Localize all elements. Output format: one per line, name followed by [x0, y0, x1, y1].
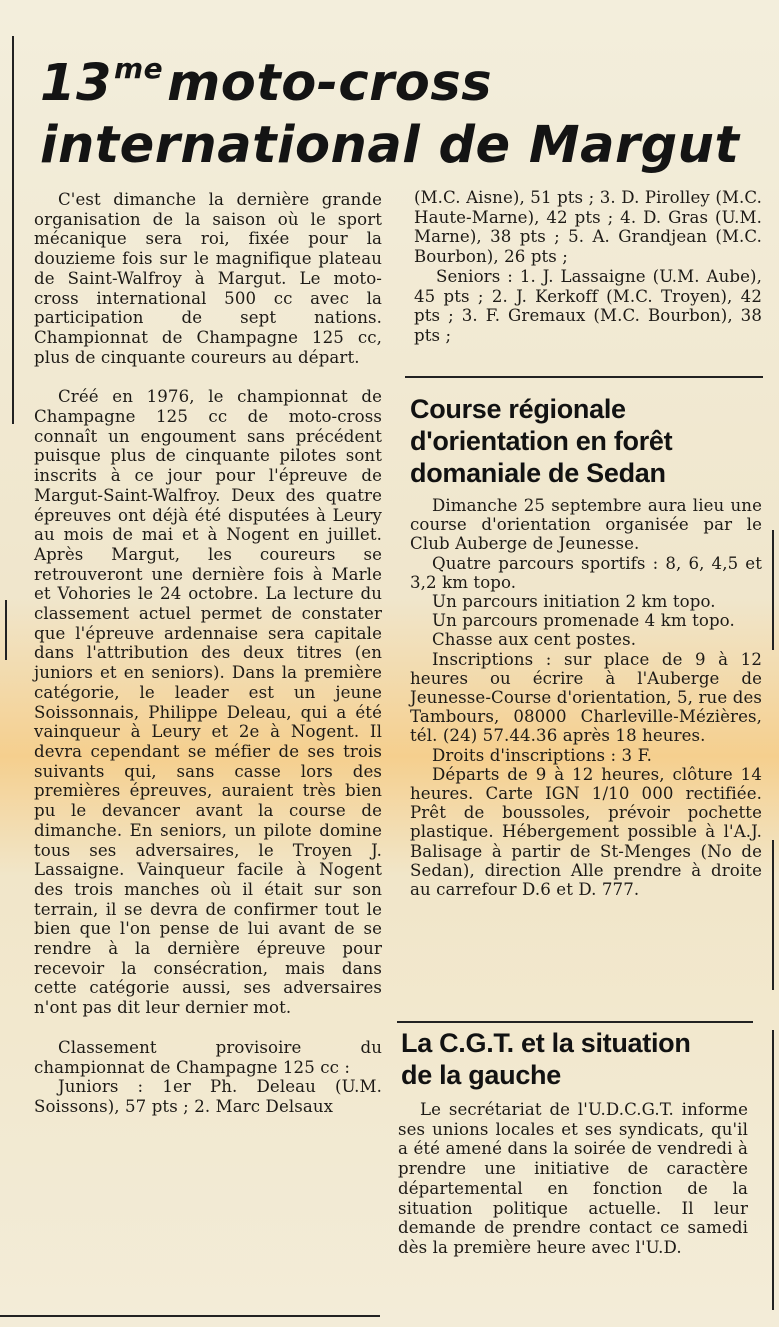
cgt-paragraph: Le secrétariat de l'U.D.C.G.T. informe ses unions locales et ses syndicats, qu'il a été amené dans la soirée de vendredi à prendre une initiative de caractère départemental en fonction de la situation politique actuelle. Il leur demande de prendre contact ce samedi dès la première heure avec l'U.D. [398, 1100, 748, 1257]
right-column-continued [414, 188, 762, 346]
seniors-ranking: Seniors : 1. J. Lassaigne (U.M. Aube), 45 pts ; 2. J. Kerkoff (M.C. Troyen), 42 pts ; 3. F. Gremaux (M.C. Bourbon), 38 pts ; [414, 266, 762, 345]
orientation-title-line1: Course régionale [410, 394, 626, 424]
orientation-article [410, 496, 762, 899]
left-margin-rule [12, 36, 14, 424]
right-margin-rule-bottom [772, 1030, 774, 1310]
cgt-title-line1: La C.G.T. et la situation [401, 1028, 691, 1058]
left-column [34, 190, 382, 1117]
orientation-p1: Dimanche 25 septembre aura lieu une course d'orientation organisée par le Club Auberge de Jeunesse. [410, 496, 762, 554]
headline-number: 13 [40, 54, 112, 113]
cgt-title-line2: de la gauche [401, 1060, 561, 1090]
section-rule-2 [397, 1021, 753, 1023]
right-margin-rule-lower [772, 840, 774, 990]
headline-suffix: me [113, 52, 164, 85]
left-margin-rule-lower [5, 600, 7, 660]
orientation-p3: Un parcours initiation 2 km topo. [432, 592, 716, 612]
orientation-p6: Inscriptions : sur place de 9 à 12 heures ou écrire à l'Auberge de Jeunesse-Course d'orientation, 5, rue des Tambours, 08000 Charleville-Mézières, tél. (24) 57.44.36 après 18 heures. [410, 649, 762, 746]
orientation-p5: Chasse aux cent postes. [432, 630, 637, 650]
orientation-title-line3: domaniale de Sedan [410, 458, 666, 488]
bottom-rule [0, 1315, 380, 1317]
cgt-article [398, 1100, 748, 1258]
section-rule-1 [405, 376, 763, 378]
orientation-title-line2: d'orientation en forêt [410, 426, 673, 456]
cgt-title [401, 1027, 771, 1091]
orientation-p2: Quatre parcours sportifs : 8, 6, 4,5 et 3,2 km topo. [410, 553, 762, 592]
championship-paragraph: Créé en 1976, le championnat de Champagne 125 cc de moto-cross connaît un engoument sans précédent puisque plus de cinquante pilotes sont inscrits à ce jour pour l'épreuve de Margut-Saint-Walfroy. Deux des quatre épreuves ont déjà été disputées à Leury au mois de mai et à Nogent en juillet. Après Margut, les coureurs se retrouveront une dernière fois à Marle et Vohories le 24 octobre. La lecture du classement actuel permet de constater que l'épreuve ardennaise sera capitale dans l'attribution des deux titres (en juniors et en seniors). Dans la première catégorie, le leader est un jeune Soissonnais, Philippe Deleau, qui a été vainqueur à Leury et 2e à Nogent. Il devra cependant se méfier de ses trois suivants qui, sans casse lors des premières épreuves, auraient très bien pu le devancer avant la course de dimanche. En seniors, un pilote domine tous ses adversaires, le Troyen J. Lassaigne. Vainqueur facile à Nogent des trois manches où il était sur son terrain, il se devra de confirmer tout le bien que l'on pense de lui avant de se rendre à la dernière épreuve pour recevoir la consécration, mais dans cette catégorie aussi, ses adversaires n'ont pas dit leur dernier mot. [34, 387, 382, 1018]
juniors-ranking-continued: (M.C. Aisne), 51 pts ; 3. D. Pirolley (M.C. Haute-Marne), 42 pts ; 4. D. Gras (U.M. Marne), 38 pts ; 5. A. Grandjean (M.C. Bourbon), 26 pts ; [414, 188, 762, 267]
orientation-title [410, 393, 770, 489]
headline-line2: international de Margut [40, 116, 740, 175]
juniors-ranking: Juniors : 1er Ph. Deleau (U.M. Soissons), 57 pts ; 2. Marc Delsaux [34, 1077, 382, 1116]
headline-line1: moto-cross [167, 54, 493, 113]
orientation-p4: Un parcours promenade 4 km topo. [432, 611, 735, 631]
right-margin-rule [772, 530, 774, 650]
intro-paragraph: C'est dimanche la dernière grande organisation de la saison où le sport mécanique sera roi, fixée pour la douzieme fois sur le magnifique plateau de Saint-Walfroy à Margut. Le moto-cross international 500 cc avec la participation de sept nations. Championnat de Champagne 125 cc, plus de cinquante coureurs au départ. [34, 190, 382, 367]
ranking-intro: Classement provisoire du championnat de Champagne 125 cc : [34, 1037, 382, 1077]
orientation-p8: Départs de 9 à 12 heures, clôture 14 heures. Carte IGN 1/10 000 rectifiée. Prêt de boussoles, prévoir pochette plastique. Hébergement possible à l'A.J. Balisage à partir de St-Menges (No de Sedan), direction Alle prendre à droite au carrefour D.6 et D. 777. [410, 764, 762, 900]
orientation-p7: Droits d'inscriptions : 3 F. [432, 745, 652, 765]
main-headline [40, 38, 740, 177]
